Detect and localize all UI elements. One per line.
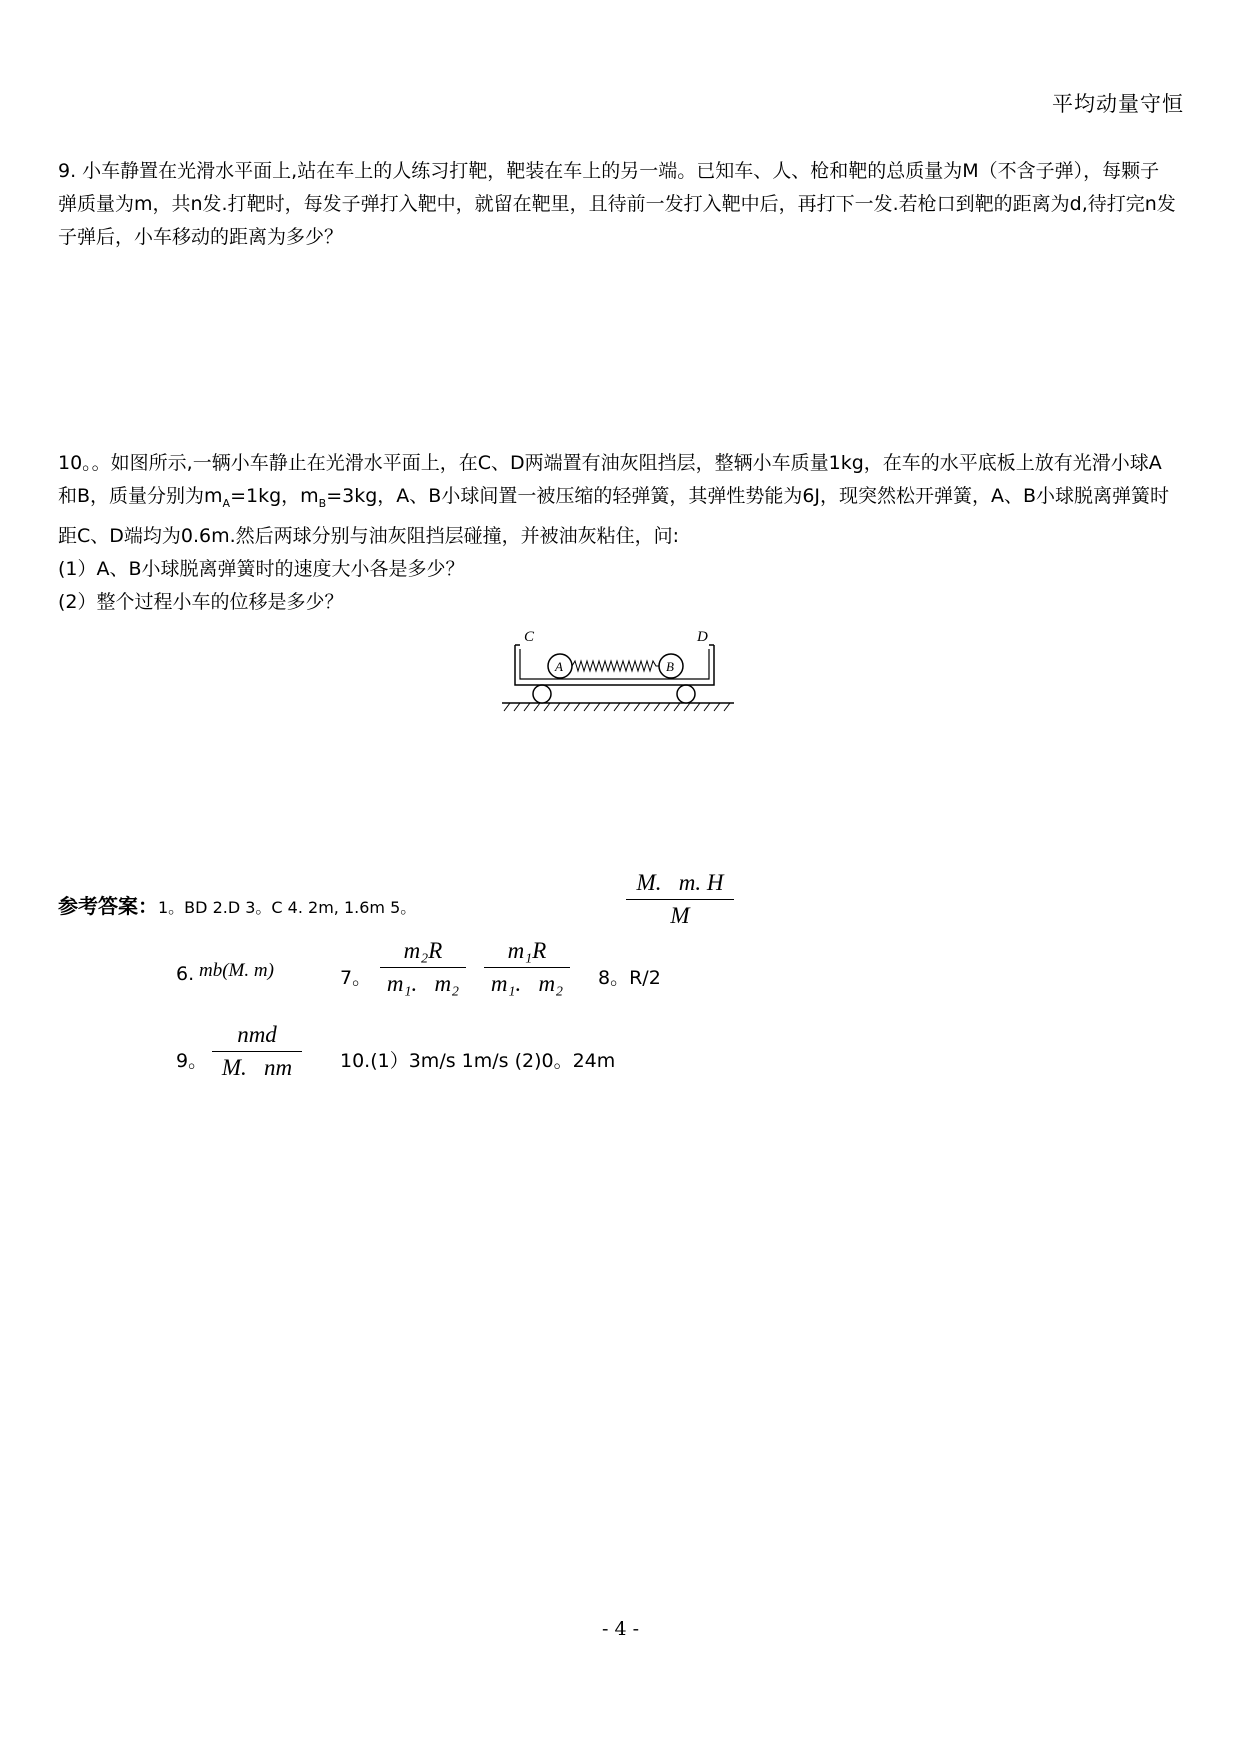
problem-10 bbox=[58, 447, 1178, 619]
cart-spring-figure bbox=[500, 627, 736, 717]
answer-6-prefix: 6. bbox=[176, 963, 195, 985]
cart-wheel-right bbox=[677, 685, 695, 703]
problem-10-question-1: (1）A、B小球脱离弹簧时的速度大小各是多少？ bbox=[58, 557, 465, 580]
answer-5-numerator: M. m. H bbox=[636, 870, 724, 895]
answer-9-prefix: 9。 bbox=[176, 1050, 208, 1072]
answer-7-denominator-2: m₁. m₂ bbox=[490, 971, 564, 997]
problem-10-text bbox=[58, 447, 1178, 553]
answer-7-numerator-1: m₂R bbox=[403, 938, 443, 963]
page-number: - 4 - bbox=[601, 1618, 639, 1640]
answer-7-denominator-1: m₁. m₂ bbox=[386, 971, 460, 997]
label-d: D bbox=[697, 629, 708, 645]
answer-7-fraction-1 bbox=[380, 938, 466, 997]
answer-6-expression: mb(M. m) bbox=[199, 960, 274, 981]
answer-10: 10.(1）3m/s 1m/s (2)0。24m bbox=[340, 1050, 616, 1072]
ma-subscript: A bbox=[222, 496, 231, 510]
answer-9-denominator: M. nm bbox=[221, 1055, 293, 1081]
answers-label: 参考答案： bbox=[58, 894, 158, 918]
answer-5-fraction bbox=[626, 870, 734, 929]
label-c: C bbox=[524, 629, 535, 645]
problem-9-text: 9. 小车静置在光滑水平面上,站在车上的人练习打靶，靶装在车上的另一端。已知车、人、枪和靶的总质量为M（不含子弹），每颗子弹质量为m，共n发.打靶时，每发子弹打入靶中，就留在靶里，且待前一发打入靶中后，再打下一发.若枪口到靶的距离为d,待打完n发子弹后，小车移动的距离为多少？ bbox=[58, 160, 1176, 248]
ground-hatching bbox=[504, 703, 730, 711]
answer-9-fraction bbox=[212, 1022, 302, 1081]
problem-10-text-a: 10。。如图所示,一辆小车静止在光滑水平面上，在C、D两端置有油灰阻挡层，整辆小车质量1kg，在车的水平底板上放有光滑小球A和B，质量分别为m bbox=[58, 452, 1162, 507]
answers-1-5: 1。BD 2.D 3。C 4. 2m, 1.6m 5。 bbox=[158, 898, 417, 917]
spring bbox=[572, 661, 659, 671]
problem-10-text-b: =3kg，A、B小球间置一被压缩的轻弹簧，其弹性势能为6J，现突然松开弹簧，A、B小球脱离弹簧时距C、D端均为0.6m.然后两球分别与油灰阻挡层碰撞，并被油灰粘住，问: bbox=[58, 485, 1170, 547]
answer-7-numerator-2: m₁R bbox=[507, 938, 547, 963]
mb-subscript: B bbox=[318, 496, 327, 510]
answer-7-prefix: 7。 bbox=[340, 967, 372, 989]
answers-row-1 bbox=[58, 890, 416, 919]
answer-5-denominator: M bbox=[670, 903, 690, 929]
ma-value: =1kg，m bbox=[230, 485, 319, 507]
label-b: B bbox=[666, 659, 674, 674]
cart-wheel-left bbox=[533, 685, 551, 703]
label-a: A bbox=[555, 659, 563, 674]
problem-9 bbox=[58, 155, 1178, 254]
problem-10-question-2: (2）整个过程小车的位移是多少？ bbox=[58, 590, 344, 613]
answer-7-fraction-2 bbox=[484, 938, 570, 997]
page-header-title: 平均动量守恒 bbox=[1052, 92, 1184, 116]
answer-8: 8。R/2 bbox=[598, 967, 661, 989]
answer-9-numerator: nmd bbox=[237, 1022, 277, 1047]
